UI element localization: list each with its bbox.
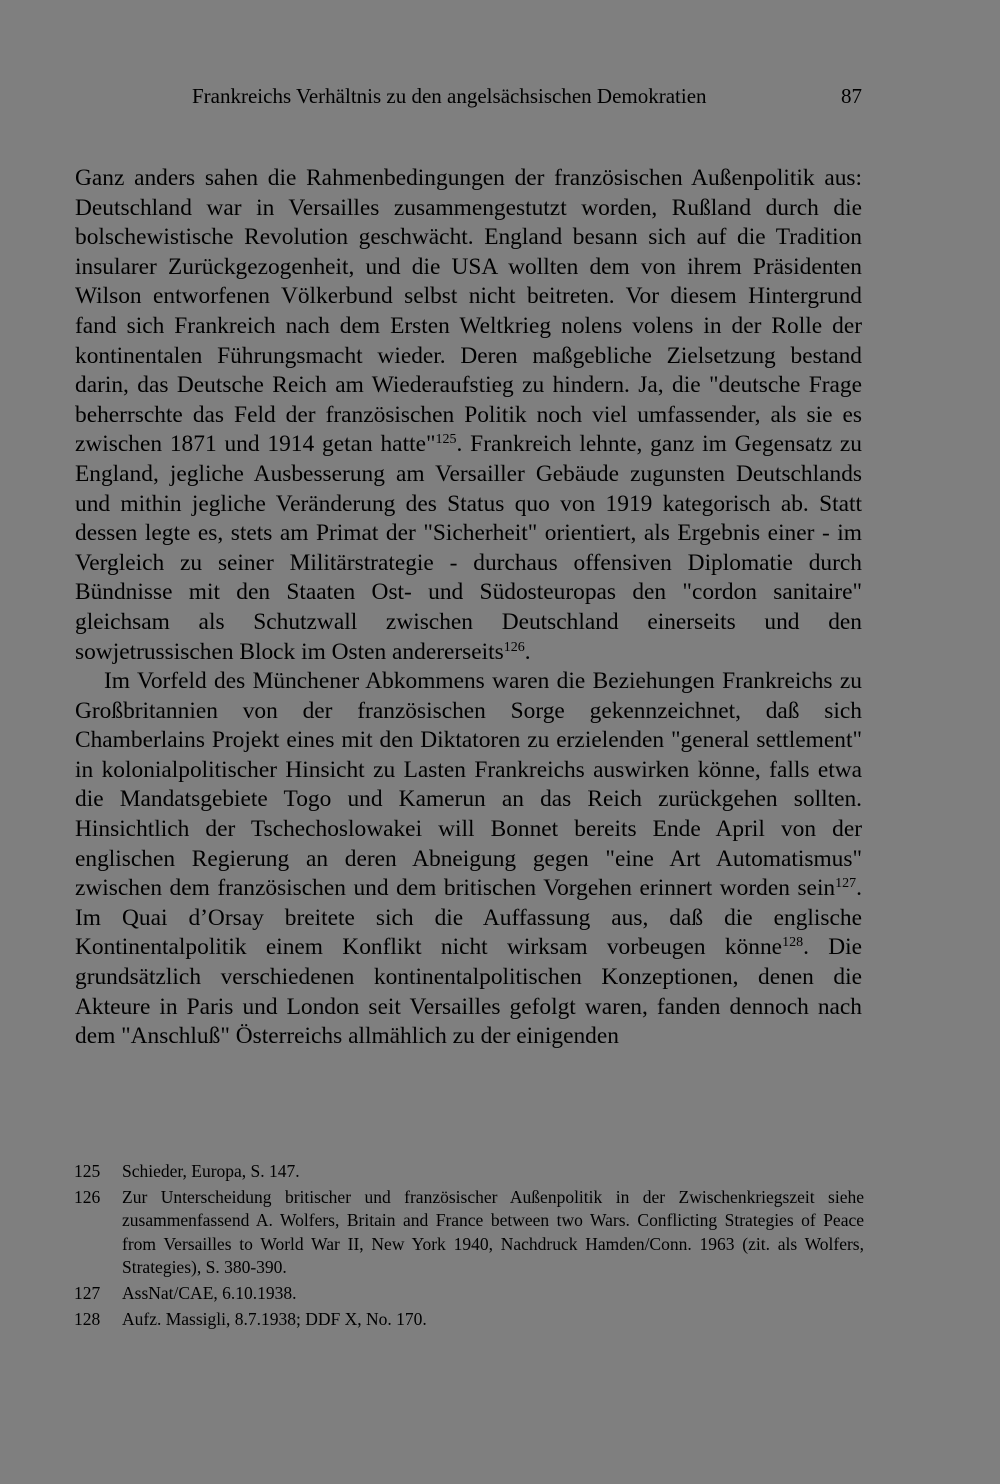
main-text [75, 164, 862, 1052]
footnote-ref-126[interactable]: 126 [503, 639, 525, 655]
footnote-number: 125 [74, 1161, 101, 1181]
footnote-ref-125[interactable]: 125 [435, 432, 457, 448]
footnote-text: Aufz. Massigli, 8.7.1938; DDF X, No. 170. [122, 1308, 427, 1329]
running-title: Frankreichs Verhältnis zu den angelsächsischen Demokratien [192, 84, 707, 108]
footnote-text: Schieder, Europa, S. 147. [122, 1161, 300, 1181]
footnote-126 [74, 1186, 864, 1280]
footnote-ref-127[interactable]: 127 [835, 876, 857, 892]
paragraph-text: Ganz anders sahen die Rahmenbedingungen der französischen Außenpolitik aus: Deutschland war in Versailles zusammengestutzt worden, Rußland durch die bolschewistische Revolution geschwächt. England besann sich auf die Tradition insularer Zurückgezogenheit, und die USA wollten dem von ihrem Präsidenten Wilson entworfenen Völkerbund selbst nicht beitreten. Vor diesem Hintergrund fand sich Frankreich nach dem Ersten Weltkrieg nolens volens in der Rolle der kontinentalen Führungsmacht wieder. Deren maßgebliche Zielsetzung bestand darin, das Deutsche Reich am Wiederaufstieg zu hindern. Ja, die "deutsche Frage beherrschte das Feld der französischen Politik noch viel umfassender, als sie es zwischen 1871 und 1914 getan hatte" [75, 165, 862, 458]
footnote-text: Zur Unterscheidung britischer und französischer Außenpolitik in der Zwischenkriegszeit siehe zusammenfassend A. Wolfers, Britain and France between two Wars. Conflicting Strategies of Peace from Versailles to World War II, New York 1940, Nachdruck Hamden/Conn. 1963 (zit. als Wolfers, Strategies), S. 380-390. [122, 1186, 864, 1278]
footnote-number: 128 [74, 1308, 101, 1329]
paragraph-text: . Im Quai d’Orsay breitete sich die Auffassung aus, daß die englische Kontinentalpolitik einem Konflikt nicht wirksam vorbeugen könne [75, 875, 862, 961]
paragraph-text: . [524, 638, 531, 665]
paragraph-1 [75, 164, 862, 667]
footnote-number: 127 [74, 1282, 101, 1303]
footnotes [74, 1160, 864, 1333]
page-number: 87 [841, 84, 862, 108]
paragraph-text: Im Vorfeld des Münchener Abkommens waren die Beziehungen Frankreichs zu Großbritannien von der französischen Sorge gekennzeichnet, daß sich Chamberlains Projekt eines mit den Diktatoren zu erzielenden "general settlement" in kolonialpolitischer Hinsicht zu Lasten Frankreichs auswirken könne, falls etwa die Mandatsgebiete Togo und Kamerun an das Reich zurückgehen sollten. Hinsichtlich der Tschechoslowakei will Bonnet bereits Ende April von der englischen Regierung an deren Abneigung gegen "eine Art Automatismus" zwischen dem französischen und dem britischen Vorgehen erinnert worden sein [75, 668, 862, 902]
paragraph-text: . Die grundsätzlich verschiedenen kontinentalpolitischen Konzeptionen, denen die Akteure in Paris und London seit Versailles gefolgt waren, fanden dennoch nach dem "Anschluß" Österreichs allmählich zu der einigenden [75, 934, 863, 1050]
footnote-127 [74, 1282, 864, 1306]
footnote-128 [74, 1308, 864, 1332]
footnote-number: 126 [74, 1186, 101, 1207]
paragraph-2 [75, 667, 862, 1052]
footnote-125 [74, 1160, 864, 1184]
paragraph-text: . Frankreich lehnte, ganz im Gegensatz zu England, jegliche Ausbesserung am Versailler Gebäude zugunsten Deutschlands und mithin jegliche Veränderung des Status quo von 1919 kategorisch ab. Statt dessen legte es, stets am Primat der "Sicherheit" orientiert, als Ergebnis einer - im Vergleich zu seiner Militärstrategie - durchaus offensiven Diplomatie durch Bündnisse mit den Staaten Ost- und Südosteuropas den "cordon sanitaire" gleichsam als Schutzwall zwischen Deutschland einerseits und den sowjetrussischen Block im Osten andererseits [75, 431, 862, 665]
footnote-text: AssNat/CAE, 6.10.1938. [122, 1282, 297, 1303]
footnote-ref-128[interactable]: 128 [782, 935, 804, 951]
page-header [192, 84, 862, 114]
